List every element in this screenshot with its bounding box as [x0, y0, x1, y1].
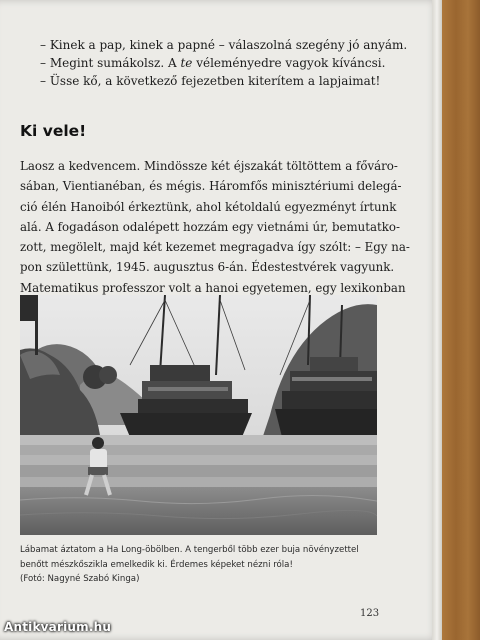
body-paragraph	[20, 156, 410, 298]
photo-ha-long-bay	[20, 295, 377, 535]
body-line: pon születtünk, 1945. augusztus 6-án. Édestestvérek vagyunk.	[20, 260, 395, 275]
page-edge	[432, 0, 442, 640]
page-number: 123	[360, 608, 380, 619]
sea-water	[20, 487, 377, 535]
dialogue-line-start: – Megint sumákolsz. A	[40, 56, 181, 70]
section-title: Ki vele!	[20, 122, 87, 140]
body-line: sában, Vientianéban, és mégis. Háromfős minisztériumi delegá-	[20, 179, 402, 194]
body-line: Laosz a kedvencem. Mindössze két éjszakát töltöttem a főváro-	[20, 159, 398, 173]
caption-credit: (Fotó: Nagyné Szabó Kinga)	[20, 574, 140, 584]
dialogue-line: – Üsse kő, a következő fejezetben kiterítem a lapjaimat!	[40, 74, 381, 88]
body-line: alá. A fogadáson odalépett hozzám egy vietnámi úr, bemutatko-	[20, 219, 401, 234]
dialogue-block	[40, 36, 408, 90]
body-line: Matematikus professzor volt a hanoi egyetemen, egy lexikonban	[20, 280, 406, 295]
wooden-desk-background	[440, 0, 480, 640]
watermark-logo: Antikvarium.hu	[4, 620, 112, 634]
photo-illustration	[20, 295, 377, 535]
body-line: zott, megölelt, majd két kezemet megragadva így szólt: – Egy na-	[20, 240, 410, 255]
caption-line: benőtt mészkőszikla emelkedik ki. Érdemes képeket nézni róla!	[20, 559, 293, 570]
dialogue-line	[40, 54, 386, 72]
dialogue-emphasis: te	[180, 56, 193, 70]
caption-line: Lábamat áztatom a Ha Long-öbölben. A tengerből több ezer buja növényzettel	[20, 545, 359, 555]
dialogue-line-end: véleményedre vagyok kíváncsi.	[192, 56, 386, 70]
dialogue-line: – Kinek a pap, kinek a papné – válaszolná szegény jó anyám.	[40, 38, 408, 52]
body-line: ció élén Hanoiból érkeztünk, ahol kétoldalú egyezményt írtunk	[20, 199, 397, 214]
photo-caption	[20, 543, 380, 587]
